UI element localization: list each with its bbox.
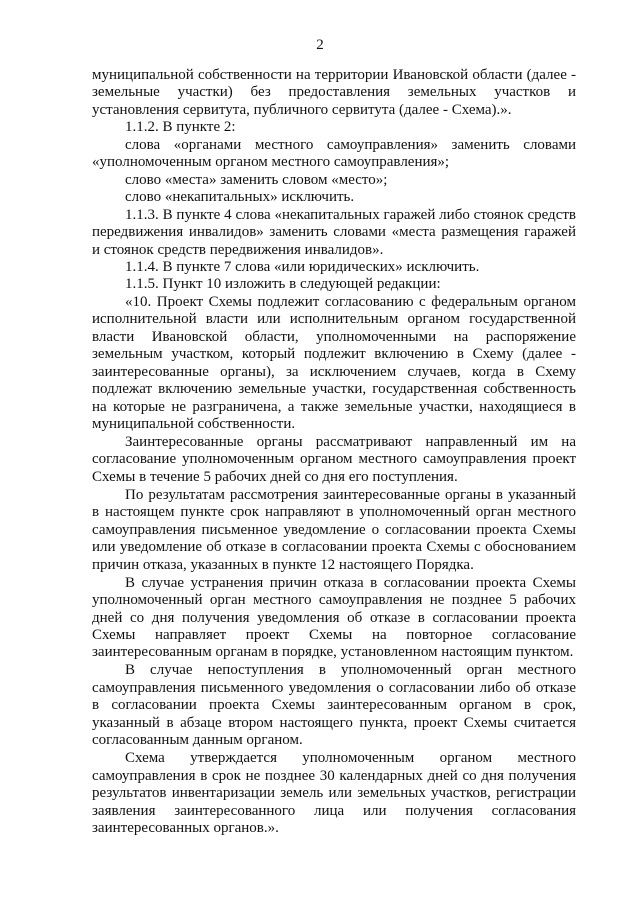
paragraph-review-results: По результатам рассмотрения заинтересованные органы в указанный в настоящем пункте срок направляют в уполномоченный орган местного самоуправления письменное уведомление о согласовании проекта Схемы или уведомление об отказе в согласовании проекта Схемы с обоснованием причин отказа, указанных в пункте 12 настоящего Порядка.	[92, 486, 576, 573]
paragraph-item-1-1-2: 1.1.2. В пункте 2:	[125, 119, 236, 136]
paragraph-point-10: «10. Проект Схемы подлежит согласованию с федеральным органом исполнительной власти или исполнительным органом государственной власти Ивановской области, уполномоченными на распоряжение земельным участком, который подлежит включению в Схему (далее - заинтересованные органы), за исключением случаев, когда в Схему подлежат включению земельные участки, государственная собственность на которые не разграничена, а также земельные участки, находящиеся в муниципальной собственности.	[92, 293, 576, 433]
paragraph-item-1-1-3: 1.1.3. В пункте 4 слова «некапитальных гаражей либо стоянок средств передвижения инвалидов» заменить словами «места размещения гаражей и стоянок средств передвижения инвалидов».	[92, 206, 576, 258]
paragraph-refusal-elimination: В случае устранения причин отказа в согласовании проекта Схемы уполномоченный орган местного самоуправления не позднее 5 рабочих дней со дня получения уведомления об отказе в согласовании проекта Схемы направляет проект Схемы на повторное согласование заинтересованным органам в порядке, установленном настоящим пунктом.	[92, 574, 576, 661]
paragraph-item-1-1-5: 1.1.5. Пункт 10 изложить в следующей редакции:	[125, 276, 441, 293]
paragraph-replace-organs: слова «органами местного самоуправления» заменить словами «уполномоченным органом местного самоуправления»;	[92, 136, 576, 171]
document-body	[92, 67, 576, 837]
paragraph-exclude-word: слово «некапитальных» исключить.	[125, 189, 355, 206]
paragraph-non-receipt: В случае непоступления в уполномоченный орган местного самоуправления письменного уведомления о согласовании либо об отказе в согласовании проекта Схемы заинтересованным органом в срок, указанный в абзаце втором настоящего пункта, проект Схемы считается согласованным данным органом.	[92, 662, 576, 749]
paragraph-approval-deadline: Схема утверждается уполномоченным органом местного самоуправления в срок не позднее 30 календарных дней со дня получения результатов инвентаризации земель или земельных участков, регистрации заявления заинтересованного лица или получения согласования заинтересованных органов.».	[92, 750, 576, 836]
paragraph-item-1-1-4: 1.1.4. В пункте 7 слова «или юридических» исключить.	[125, 258, 480, 275]
paragraph-continuation: муниципальной собственности на территории Ивановской области (далее - земельные участки) без предоставления земельных участков и установления сервитута, публичного сервитута (далее - Схема).».	[92, 67, 576, 118]
paragraph-replace-place: слово «места» заменить словом «место»;	[125, 171, 388, 188]
paragraph-review-period: Заинтересованные органы рассматривают направленный им на согласование уполномоченным органом местного самоуправления проект Схемы в течение 5 рабочих дней со дня его поступления.	[92, 434, 576, 485]
page-number: 2	[316, 37, 324, 53]
